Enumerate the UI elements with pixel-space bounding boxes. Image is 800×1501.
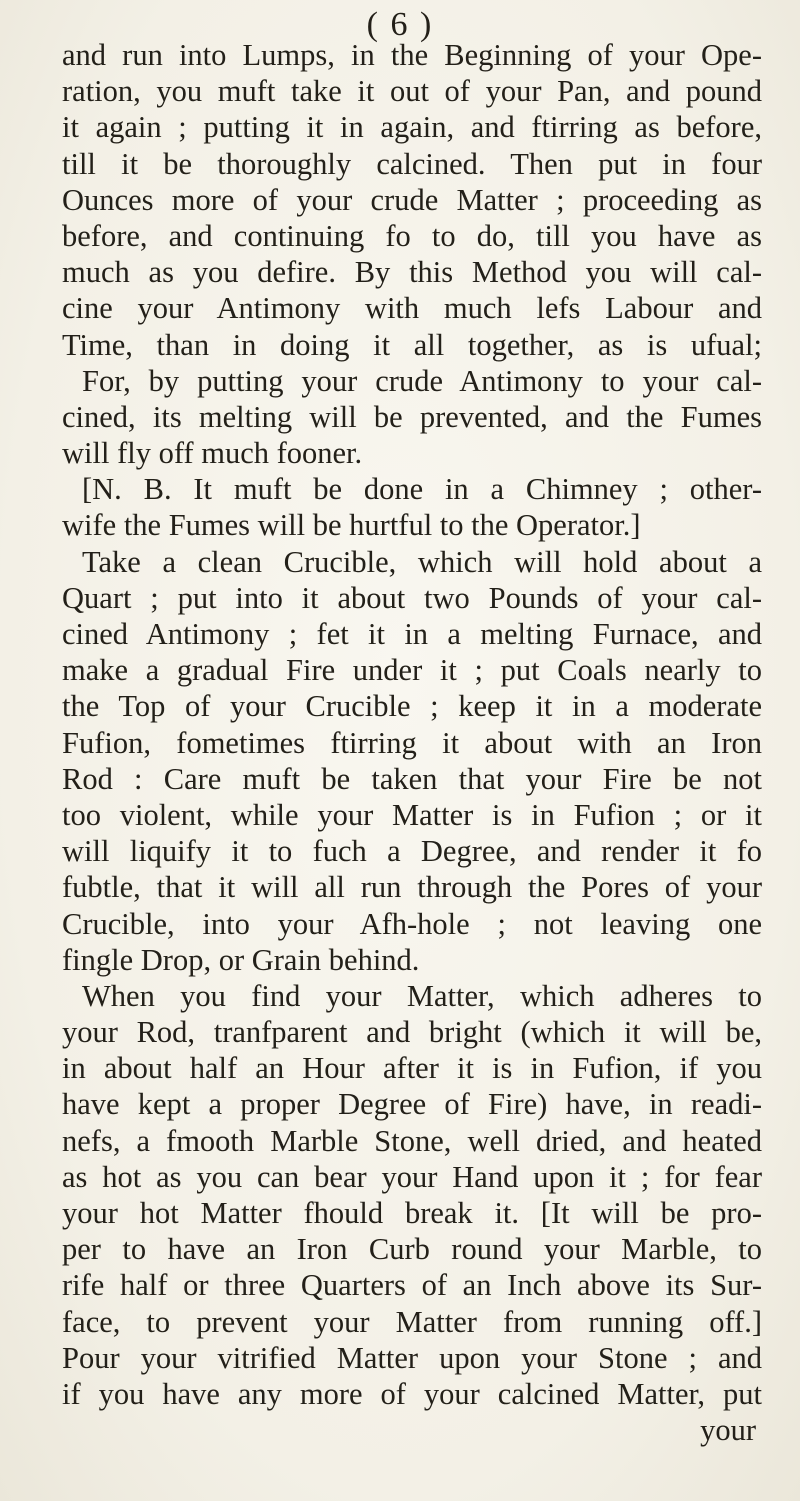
text-line-26: fingle Drop, or Grain behind. xyxy=(62,942,420,977)
body-text xyxy=(62,37,762,1448)
text-line-9: Time, than in doing it all together, as is ufual; xyxy=(62,327,762,362)
text-line-22: too violent, while your Matter is in Fufion ; or it xyxy=(62,797,762,832)
text-line-21: Rod : Care muft be taken that your Fire be not xyxy=(62,761,762,796)
text-line-6: before, and continuing fo to do, till you have as xyxy=(62,218,762,253)
text-line-4: till it be thoroughly calcined. Then put in four xyxy=(62,146,762,181)
text-line-31: nefs, a fmooth Marble Stone, well dried, and heated xyxy=(62,1123,762,1158)
text-line-11: cined, its melting will be prevented, and the Fumes xyxy=(62,399,762,434)
text-line-2: ration, you muft take it out of your Pan, and pound xyxy=(62,74,762,109)
text-line-8: cine your Antimony with much lefs Labour and xyxy=(62,291,762,326)
text-line-29: in about half an Hour after it is in Fufion, if you xyxy=(62,1051,762,1086)
text-line-36: face, to prevent your Matter from running off.] xyxy=(62,1304,762,1339)
text-line-30: have kept a proper Degree of Fire) have, in readi- xyxy=(62,1087,762,1122)
text-line-20: Fufion, fometimes ftirring it about with an Iron xyxy=(62,725,762,760)
text-line-37: Pour your vitrified Matter upon your Stone ; and xyxy=(62,1340,762,1375)
text-line-3: it again ; putting it in again, and ftirring as before, xyxy=(62,110,762,145)
catchword: your xyxy=(700,1413,756,1448)
text-line-35: rife half or three Quarters of an Inch above its Sur- xyxy=(62,1268,762,1303)
text-line-24: fubtle, that it will all run through the Pores of your xyxy=(62,870,762,905)
text-line-19: the Top of your Crucible ; keep it in a moderate xyxy=(62,689,762,724)
text-line-25: Crucible, into your Afh-hole ; not leaving one xyxy=(62,906,762,941)
text-line-7: much as you defire. By this Method you will cal- xyxy=(62,255,762,290)
text-line-18: make a gradual Fire under it ; put Coals nearly to xyxy=(62,653,762,688)
page-number: ( 6 ) xyxy=(366,6,434,43)
text-line-1: and run into Lumps, in the Beginning of your Ope- xyxy=(62,38,762,72)
text-line-5: Ounces more of your crude Matter ; proceeding as xyxy=(62,182,762,217)
text-line-12: will fly off much fooner. xyxy=(62,436,363,471)
text-line-16: Quart ; put into it about two Pounds of your cal- xyxy=(62,580,762,615)
text-line-34: per to have an Iron Curb round your Marble, to xyxy=(62,1232,762,1267)
text-line-17: cined Antimony ; fet it in a melting Furnace, and xyxy=(62,617,762,651)
text-line-23: will liquify it to fuch a Degree, and render it fo xyxy=(62,834,762,869)
text-line-13: [N. B. It muft be done in a Chimney ; other- xyxy=(82,472,762,507)
text-line-10: For, by putting your crude Antimony to your cal- xyxy=(82,363,762,398)
text-line-33: your hot Matter fhould break it. [It will be pro- xyxy=(62,1196,762,1230)
text-line-15: Take a clean Crucible, which will hold about a xyxy=(82,544,762,579)
text-line-28: your Rod, tranfparent and bright (which it will be, xyxy=(62,1015,762,1050)
text-line-38: if you have any more of your calcined Matter, put xyxy=(62,1376,762,1411)
text-line-27: When you find your Matter, which adheres to xyxy=(82,978,762,1013)
text-line-14: wife the Fumes will be hurtful to the Operator.] xyxy=(62,508,641,543)
text-line-32: as hot as you can bear your Hand upon it ; for fear xyxy=(62,1159,762,1194)
